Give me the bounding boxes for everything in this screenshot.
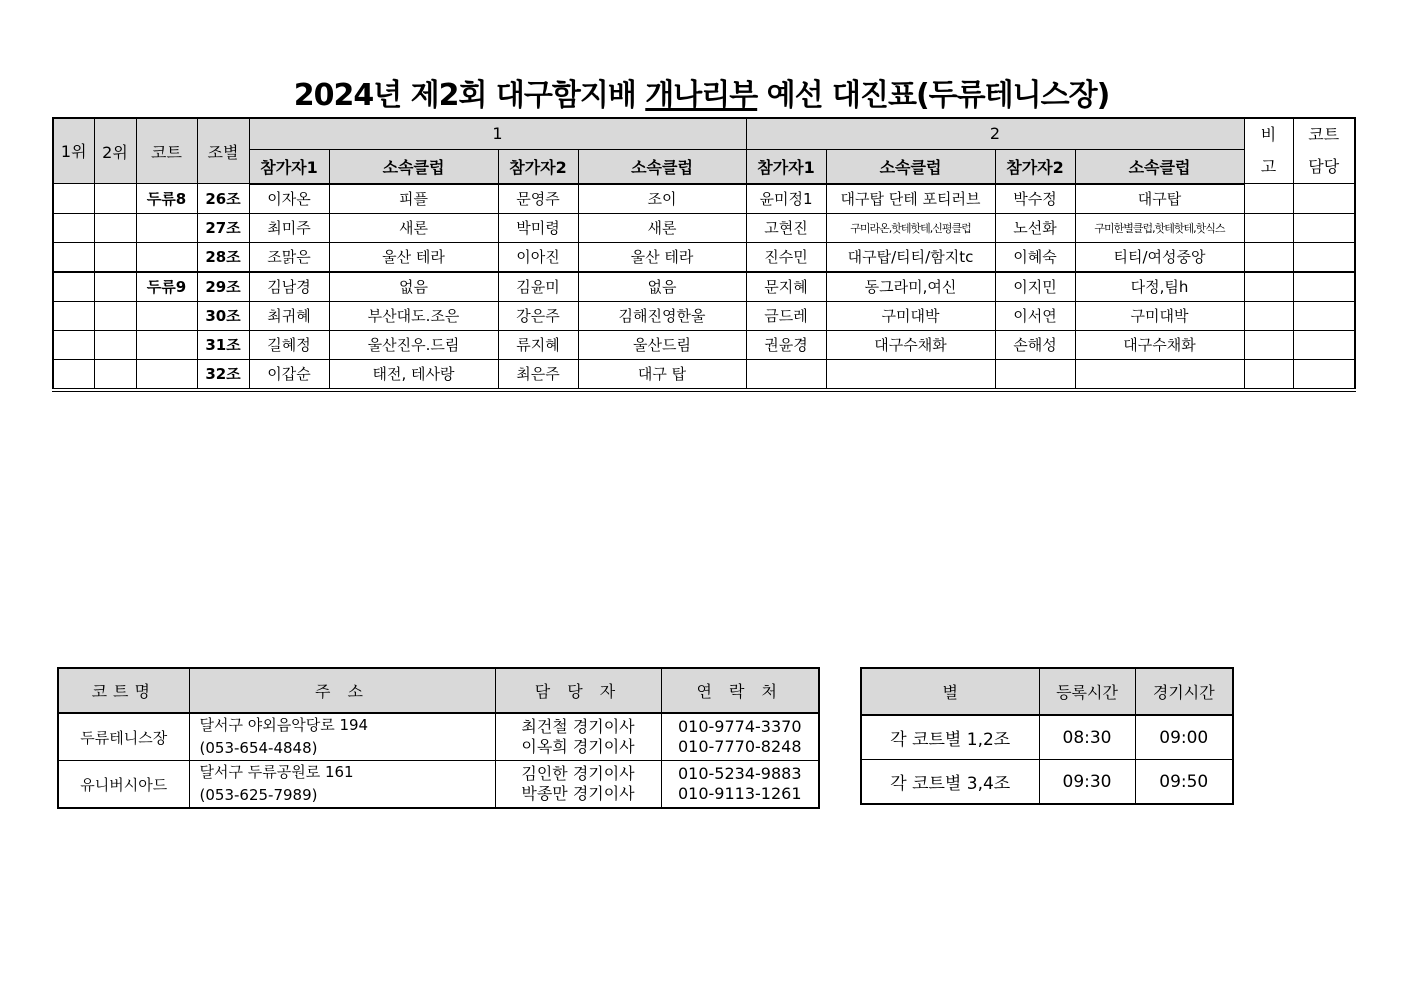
player-cell: 고현진 <box>746 213 826 242</box>
club-cell: 대구수채화 <box>1075 330 1244 359</box>
club-cell: 없음 <box>329 272 498 302</box>
note-header <box>1244 118 1293 184</box>
rank2-cell <box>94 242 136 272</box>
venue-contact <box>661 761 819 809</box>
page-title <box>0 70 1403 114</box>
player-cell: 노선화 <box>995 213 1075 242</box>
venue-name: 유니버시아드 <box>58 761 189 809</box>
player-cell: 최귀혜 <box>249 301 329 330</box>
club-cell <box>1075 359 1244 390</box>
title-prefix: 2024년 제2회 대구함지배 <box>293 78 646 113</box>
table-row <box>58 713 819 761</box>
player-cell: 금드레 <box>746 301 826 330</box>
court-cell <box>136 301 197 330</box>
player-cell: 권윤경 <box>746 330 826 359</box>
player-cell: 이아진 <box>498 242 578 272</box>
club-cell: 대구탑 <box>1075 184 1244 214</box>
player-cell: 최은주 <box>498 359 578 390</box>
schedule-header-row <box>861 668 1233 715</box>
rank1-cell <box>53 301 94 330</box>
table-row <box>53 301 1355 330</box>
rank2-cell <box>94 359 136 390</box>
table-row <box>58 761 819 809</box>
bracket-table <box>52 117 1356 392</box>
club4-header: 소속클럽 <box>1075 149 1244 183</box>
court-manager-cell <box>1293 272 1355 302</box>
manager-name: 최건철 경기이사 <box>521 717 635 736</box>
title-suffix: 예선 대진표(두류테니스장) <box>757 78 1110 113</box>
club-cell: 구미대박 <box>826 301 995 330</box>
group-cell: 27조 <box>197 213 249 242</box>
player4-header: 참가자2 <box>995 149 1075 183</box>
rank2-cell <box>94 301 136 330</box>
schedule-label: 각 코트별 3,4조 <box>861 760 1039 805</box>
court-manager-cell <box>1293 184 1355 214</box>
bracket-header-row <box>53 118 1355 149</box>
venue-address <box>189 761 495 809</box>
player-cell: 문지혜 <box>746 272 826 302</box>
manager-phone: 010-9113-1261 <box>677 784 802 803</box>
group-cell: 29조 <box>197 272 249 302</box>
court-manager-header <box>1293 118 1355 184</box>
court-manager-cell <box>1293 330 1355 359</box>
note-header-top: 비 <box>1260 125 1277 144</box>
court-cell: 두류9 <box>136 272 197 302</box>
schedule-table <box>860 667 1234 805</box>
schedule-match-header: 경기시간 <box>1135 668 1233 715</box>
bracket-subheader-row <box>53 149 1355 183</box>
player1-header: 참가자1 <box>249 149 329 183</box>
court-cell <box>136 359 197 390</box>
venue-phone: (053-625-7989) <box>199 786 318 804</box>
court-cell: 두류8 <box>136 184 197 214</box>
player-cell <box>995 359 1075 390</box>
court-cell <box>136 242 197 272</box>
venue-phone: (053-654-4848) <box>199 739 318 757</box>
rank1-cell <box>53 242 94 272</box>
player-cell: 김윤미 <box>498 272 578 302</box>
court-manager-cell <box>1293 301 1355 330</box>
player-cell <box>746 359 826 390</box>
player-cell: 최미주 <box>249 213 329 242</box>
player-cell: 김남경 <box>249 272 329 302</box>
club-cell: 동그라미,여신 <box>826 272 995 302</box>
schedule-label: 각 코트별 1,2조 <box>861 715 1039 760</box>
rank2-cell <box>94 272 136 302</box>
court-header: 코트 <box>136 118 197 184</box>
table-row <box>861 715 1233 760</box>
note-cell <box>1244 301 1293 330</box>
player-cell: 문영주 <box>498 184 578 214</box>
manager-phone: 010-5234-9883 <box>677 764 802 783</box>
venue-address <box>189 713 495 761</box>
club-cell: 구미대박 <box>1075 301 1244 330</box>
note-cell <box>1244 272 1293 302</box>
table-row <box>861 760 1233 805</box>
club1-header: 소속클럽 <box>329 149 498 183</box>
group-header: 조별 <box>197 118 249 184</box>
club-cell: 울산 테라 <box>329 242 498 272</box>
club-cell: 대구탑 단테 포티러브 <box>826 184 995 214</box>
court-manager-cell <box>1293 213 1355 242</box>
register-time: 09:30 <box>1039 760 1135 805</box>
rank1-cell <box>53 272 94 302</box>
venue-contact-header: 연 락 처 <box>661 668 819 713</box>
note-cell <box>1244 184 1293 214</box>
title-division: 개나리부 <box>645 78 758 113</box>
club-cell: 구미한별클럽,핫테핫테,핫식스 <box>1075 213 1244 242</box>
venue-manager <box>495 713 661 761</box>
venue-manager-header: 담 당 자 <box>495 668 661 713</box>
table-row <box>53 242 1355 272</box>
note-cell <box>1244 213 1293 242</box>
venue-address-header: 주 소 <box>189 668 495 713</box>
court-manager-header-top: 코트 <box>1308 125 1340 144</box>
rank1-cell <box>53 184 94 214</box>
group-cell: 26조 <box>197 184 249 214</box>
club-cell: 대구탑/티티/함지tc <box>826 242 995 272</box>
player-cell: 이갑순 <box>249 359 329 390</box>
rank1-cell <box>53 330 94 359</box>
schedule-register-header: 등록시간 <box>1039 668 1135 715</box>
court-manager-cell <box>1293 359 1355 390</box>
rank1-cell <box>53 213 94 242</box>
manager-name: 김인한 경기이사 <box>521 764 635 783</box>
player3-header: 참가자1 <box>746 149 826 183</box>
manager-phone: 010-9774-3370 <box>677 717 802 736</box>
rank1-cell <box>53 359 94 390</box>
rank2-cell <box>94 213 136 242</box>
table-row <box>53 272 1355 302</box>
club-cell: 조이 <box>578 184 746 214</box>
club-cell: 없음 <box>578 272 746 302</box>
group-cell: 30조 <box>197 301 249 330</box>
venue-name-header: 코트명 <box>58 668 189 713</box>
note-cell <box>1244 359 1293 390</box>
match2-header: 2 <box>746 118 1244 149</box>
venue-address-line: 달서구 야외음악당로 194 <box>199 716 369 734</box>
club-cell: 대구 탑 <box>578 359 746 390</box>
club-cell: 울산 테라 <box>578 242 746 272</box>
player-cell: 박미령 <box>498 213 578 242</box>
court-manager-cell <box>1293 242 1355 272</box>
rank2-cell <box>94 184 136 214</box>
note-cell <box>1244 242 1293 272</box>
player-cell: 이자온 <box>249 184 329 214</box>
player-cell: 이혜숙 <box>995 242 1075 272</box>
court-cell <box>136 213 197 242</box>
rank2-header: 2위 <box>94 118 136 184</box>
club-cell: 대구수채화 <box>826 330 995 359</box>
manager-phone: 010-7770-8248 <box>677 737 802 756</box>
group-cell: 32조 <box>197 359 249 390</box>
club-cell: 김해진영한울 <box>578 301 746 330</box>
rank1-header: 1위 <box>53 118 94 184</box>
player-cell: 진수민 <box>746 242 826 272</box>
manager-name: 박종만 경기이사 <box>521 784 635 803</box>
player-cell: 손해성 <box>995 330 1075 359</box>
table-row <box>53 213 1355 242</box>
match-time: 09:00 <box>1135 715 1233 760</box>
group-cell: 28조 <box>197 242 249 272</box>
player-cell: 류지혜 <box>498 330 578 359</box>
group-cell: 31조 <box>197 330 249 359</box>
club-cell: 부산대도.조은 <box>329 301 498 330</box>
table-row <box>53 330 1355 359</box>
venue-name: 두류테니스장 <box>58 713 189 761</box>
club2-header: 소속클럽 <box>578 149 746 183</box>
club-cell: 태전, 테사랑 <box>329 359 498 390</box>
club-cell: 다정,팀h <box>1075 272 1244 302</box>
player-cell: 윤미정1 <box>746 184 826 214</box>
club-cell <box>826 359 995 390</box>
venue-address-line: 달서구 두류공원로 161 <box>199 763 354 781</box>
court-cell <box>136 330 197 359</box>
court-manager-header-bottom: 담당 <box>1308 157 1340 176</box>
player-cell: 조맑은 <box>249 242 329 272</box>
club-cell: 구미라온,핫테핫테,신평클럽 <box>826 213 995 242</box>
club-cell: 티티/여성중앙 <box>1075 242 1244 272</box>
match-time: 09:50 <box>1135 760 1233 805</box>
manager-name: 이옥희 경기이사 <box>521 737 635 756</box>
player-cell: 이서연 <box>995 301 1075 330</box>
club-cell: 새론 <box>578 213 746 242</box>
register-time: 08:30 <box>1039 715 1135 760</box>
club-cell: 울산진우.드림 <box>329 330 498 359</box>
rank2-cell <box>94 330 136 359</box>
club3-header: 소속클럽 <box>826 149 995 183</box>
player2-header: 참가자2 <box>498 149 578 183</box>
club-cell: 울산드림 <box>578 330 746 359</box>
note-header-bottom: 고 <box>1260 157 1277 176</box>
player-cell: 강은주 <box>498 301 578 330</box>
schedule-group-header: 별 <box>861 668 1039 715</box>
match1-header: 1 <box>249 118 746 149</box>
venue-header-row <box>58 668 819 713</box>
table-row <box>53 359 1355 390</box>
venue-manager <box>495 761 661 809</box>
note-cell <box>1244 330 1293 359</box>
club-cell: 피플 <box>329 184 498 214</box>
club-cell: 새론 <box>329 213 498 242</box>
table-row <box>53 184 1355 214</box>
venue-contact <box>661 713 819 761</box>
player-cell: 박수정 <box>995 184 1075 214</box>
player-cell: 길혜정 <box>249 330 329 359</box>
player-cell: 이지민 <box>995 272 1075 302</box>
venue-table <box>57 667 820 809</box>
